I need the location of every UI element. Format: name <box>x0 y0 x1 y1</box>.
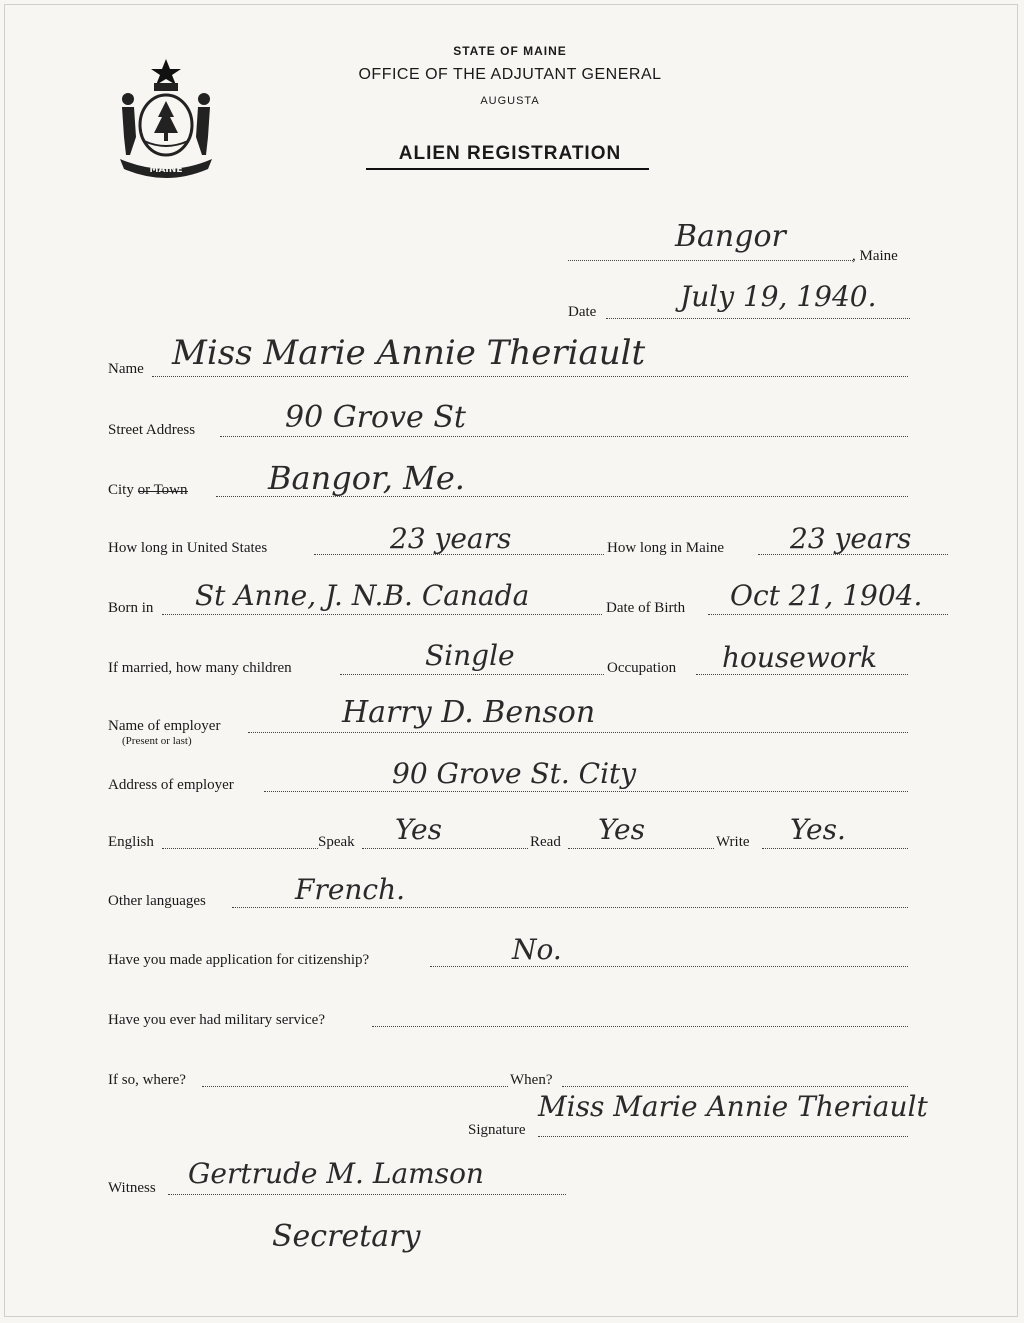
children-value: Single <box>425 639 515 672</box>
street-line <box>220 436 908 437</box>
city-value: Bangor, Me. <box>268 459 465 497</box>
name-line <box>152 376 908 377</box>
office-heading: OFFICE OF THE ADJUTANT GENERAL <box>358 66 662 83</box>
if-so-where-line <box>202 1086 508 1087</box>
state-heading: STATE OF MAINE <box>453 44 567 58</box>
citizenship-label: Have you made application for citizenship? <box>108 952 370 968</box>
employer-address-line <box>264 791 908 792</box>
employer-note: (Present or last) <box>122 735 192 747</box>
read-line <box>568 848 714 849</box>
city-label-struck: or Town <box>137 482 188 498</box>
born-in-label: Born in <box>108 600 154 616</box>
employer-value: Harry D. Benson <box>342 695 596 730</box>
date-of-birth-line <box>708 614 948 615</box>
citizenship-line <box>430 966 908 967</box>
occupation-line <box>696 674 908 675</box>
street-label: Street Address <box>108 422 196 438</box>
witness-title-value: Secretary <box>272 1219 421 1254</box>
maine-label: , Maine <box>852 248 898 264</box>
date-line <box>606 318 910 319</box>
city-label <box>108 482 188 499</box>
children-line <box>340 674 604 675</box>
employer-address-label: Address of employer <box>108 777 234 793</box>
city-heading: AUGUSTA <box>480 95 540 107</box>
city-label-prefix: City <box>108 482 138 498</box>
born-in-line <box>162 614 602 615</box>
how-long-us-value: 23 years <box>390 522 512 555</box>
date-label: Date <box>568 304 597 320</box>
speak-label: Speak <box>318 834 355 850</box>
employer-label: Name of employer <box>108 718 221 734</box>
military-label: Have you ever had military service? <box>108 1012 325 1028</box>
read-value: Yes <box>598 813 645 846</box>
place-value: Bangor <box>675 219 786 254</box>
form-title: ALIEN REGISTRATION <box>398 143 622 164</box>
place-line <box>568 260 853 261</box>
seal-text: MAINE <box>149 165 183 175</box>
signature-label: Signature <box>468 1122 526 1138</box>
occupation-label: Occupation <box>607 660 677 676</box>
street-value: 90 Grove St <box>285 400 466 435</box>
write-line <box>762 848 908 849</box>
signature-line <box>538 1136 908 1137</box>
witness-label: Witness <box>108 1180 156 1196</box>
date-value: July 19, 1940. <box>680 280 877 313</box>
citizenship-value: No. <box>512 933 562 966</box>
english-line <box>162 848 318 849</box>
read-label: Read <box>530 834 561 850</box>
name-label: Name <box>108 361 144 377</box>
date-of-birth-value: Oct 21, 1904. <box>730 579 923 612</box>
children-label: If married, how many children <box>108 660 292 676</box>
if-so-where-label: If so, where? <box>108 1072 186 1088</box>
employer-address-value: 90 Grove St. City <box>392 757 637 790</box>
other-languages-line <box>232 907 908 908</box>
write-label: Write <box>716 834 750 850</box>
title-underline <box>366 168 649 170</box>
when-line <box>562 1086 908 1087</box>
when-label: When? <box>510 1072 553 1088</box>
how-long-maine-label: How long in Maine <box>607 540 725 556</box>
other-languages-value: French. <box>295 873 406 906</box>
witness-value: Gertrude M. Lamson <box>188 1157 484 1190</box>
born-in-value: St Anne, J. N.B. Canada <box>195 579 530 612</box>
other-languages-label: Other languages <box>108 893 206 909</box>
employer-line <box>248 732 908 733</box>
how-long-maine-value: 23 years <box>790 522 912 555</box>
how-long-us-label: How long in United States <box>108 540 268 556</box>
maine-seal-icon <box>110 55 222 183</box>
speak-line <box>362 848 528 849</box>
name-value: Miss Marie Annie Theriault <box>172 333 646 373</box>
military-line <box>372 1026 908 1027</box>
witness-line <box>168 1194 566 1195</box>
occupation-value: housework <box>722 641 878 674</box>
write-value: Yes. <box>790 813 846 846</box>
date-of-birth-label: Date of Birth <box>606 600 686 616</box>
signature-value: Miss Marie Annie Theriault <box>538 1090 928 1123</box>
speak-value: Yes <box>395 813 442 846</box>
english-label: English <box>108 834 154 850</box>
